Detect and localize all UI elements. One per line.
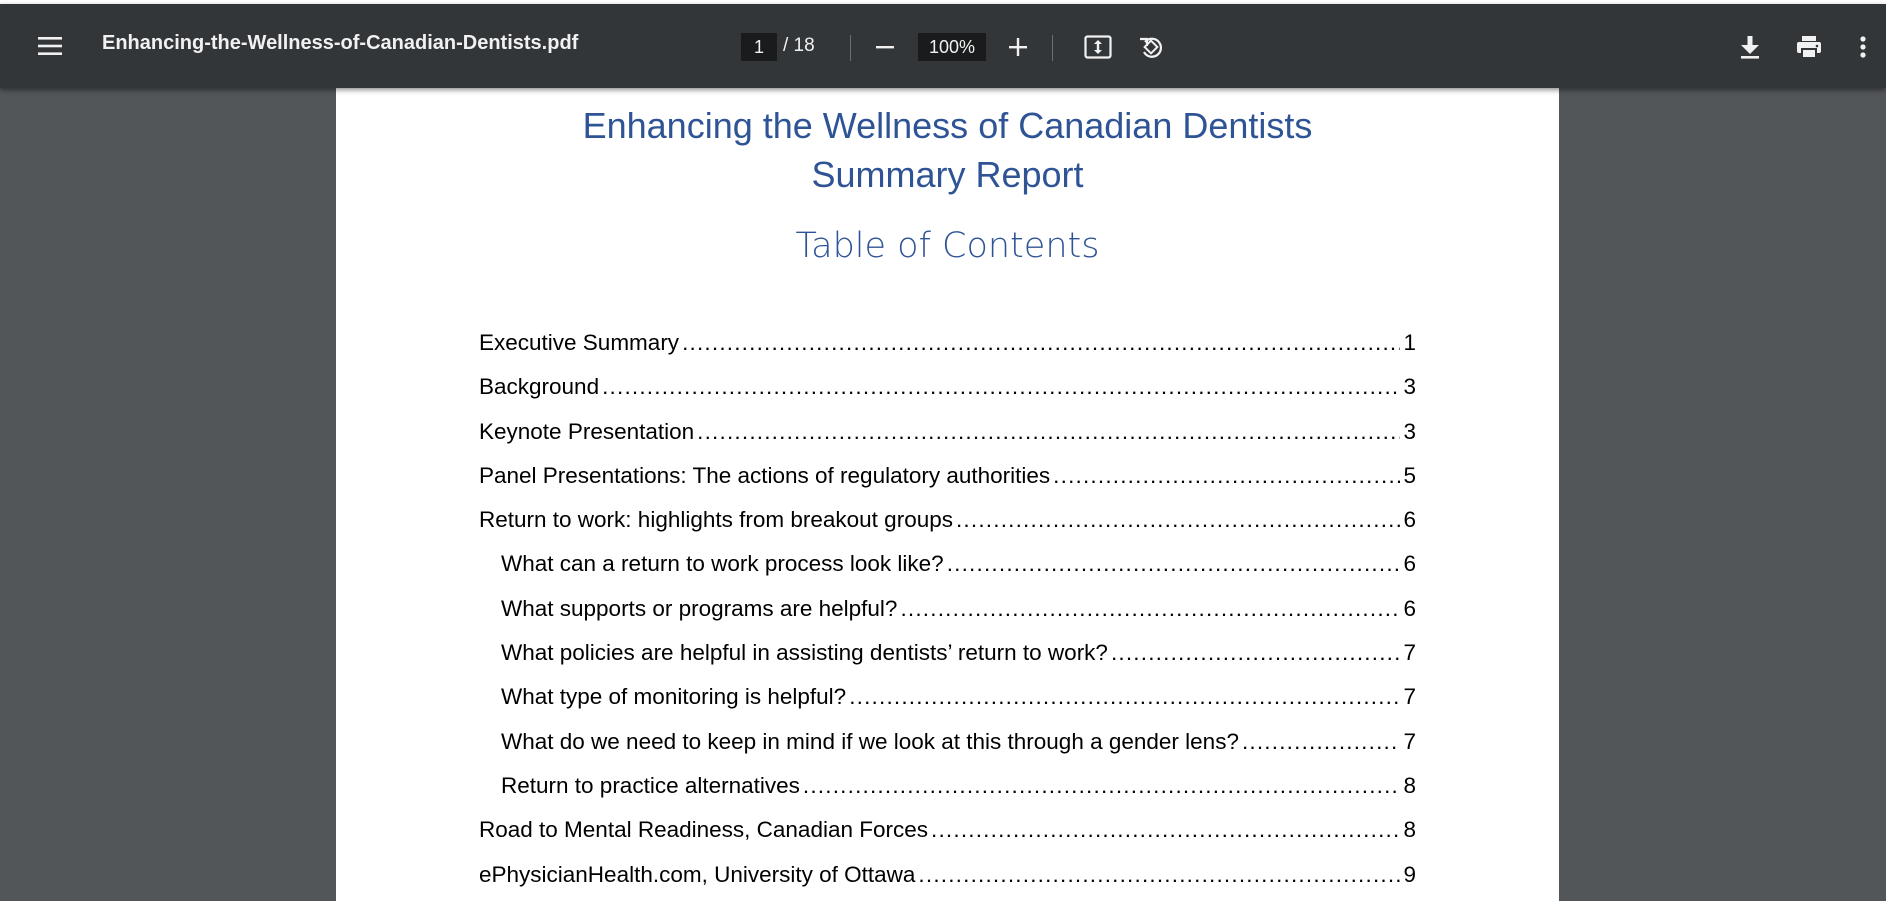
toc-dot-leader bbox=[918, 853, 1400, 897]
toc-entry-page: 8 bbox=[1403, 817, 1416, 843]
toc-subentry[interactable] bbox=[479, 631, 1416, 675]
table-of-contents bbox=[479, 321, 1416, 897]
toc-subentry[interactable] bbox=[479, 587, 1416, 631]
document-heading-line2: Summary Report bbox=[811, 154, 1084, 195]
toc-entry-label: What can a return to work process look like? bbox=[501, 551, 944, 577]
fit-to-page-icon[interactable] bbox=[1078, 27, 1118, 67]
toolbar-divider bbox=[1052, 35, 1053, 61]
toc-entry-page: 7 bbox=[1403, 640, 1416, 666]
toc-entry-page: 9 bbox=[1403, 861, 1416, 887]
toc-entry-label: What do we need to keep in mind if we look at this through a gender lens? bbox=[501, 728, 1239, 754]
toc-entry[interactable] bbox=[479, 454, 1416, 498]
toc-dot-leader bbox=[1111, 631, 1401, 675]
toc-entry-page: 7 bbox=[1403, 728, 1416, 754]
pdf-viewer-area[interactable] bbox=[0, 88, 1886, 901]
toc-subentry[interactable] bbox=[479, 764, 1416, 808]
document-heading-line1: Enhancing the Wellness of Canadian Dentists bbox=[582, 105, 1313, 146]
toc-entry-page: 3 bbox=[1403, 418, 1416, 444]
toc-entry-label: What supports or programs are helpful? bbox=[501, 595, 898, 621]
toc-entry[interactable] bbox=[479, 808, 1416, 852]
toc-dot-leader bbox=[849, 675, 1400, 719]
toc-entry-label: Executive Summary bbox=[479, 330, 680, 355]
toc-dot-leader bbox=[803, 764, 1401, 808]
toc-entry[interactable] bbox=[479, 410, 1416, 454]
toc-entry-page: 7 bbox=[1403, 684, 1416, 710]
page-total: / 18 bbox=[783, 35, 815, 56]
toc-entry-page: 1 bbox=[1403, 330, 1416, 355]
pdf-page bbox=[336, 88, 1559, 901]
toc-entry-page: 3 bbox=[1403, 374, 1416, 400]
minus-icon[interactable] bbox=[865, 27, 905, 67]
toc-dot-leader bbox=[1053, 454, 1400, 498]
toc-dot-leader bbox=[602, 365, 1400, 409]
toc-dot-leader bbox=[697, 410, 1400, 454]
toc-entry[interactable] bbox=[479, 321, 1416, 365]
toc-subentry[interactable] bbox=[479, 542, 1416, 586]
plus-icon[interactable] bbox=[998, 27, 1038, 67]
toc-entry[interactable] bbox=[479, 365, 1416, 409]
pdf-toolbar bbox=[0, 4, 1886, 88]
toc-heading: Table of Contents bbox=[795, 226, 1100, 266]
toc-entry-label: Return to practice alternatives bbox=[501, 772, 800, 798]
document-title: Enhancing-the-Wellness-of-Canadian-Dentists.pdf bbox=[102, 32, 579, 54]
toc-dot-leader bbox=[956, 498, 1401, 542]
toc-dot-leader bbox=[900, 587, 1400, 631]
toc-entry-label: ePhysicianHealth.com, University of Ottawa bbox=[479, 861, 916, 887]
more-vertical-icon[interactable] bbox=[1848, 27, 1878, 67]
toc-entry-label: Return to work: highlights from breakout groups bbox=[479, 507, 953, 533]
toc-entry-label: Road to Mental Readiness, Canadian Forces bbox=[479, 817, 929, 843]
download-icon[interactable] bbox=[1730, 27, 1770, 67]
toc-entry-page: 6 bbox=[1403, 507, 1416, 533]
toc-entry-label: What type of monitoring is helpful? bbox=[501, 684, 847, 710]
toc-dot-leader bbox=[682, 321, 1400, 365]
toc-entry-page: 6 bbox=[1403, 595, 1416, 621]
hamburger-menu-icon[interactable] bbox=[30, 28, 70, 64]
rotate-icon[interactable] bbox=[1131, 27, 1171, 67]
page-number-input[interactable] bbox=[741, 33, 777, 61]
toc-entry-page: 5 bbox=[1403, 462, 1416, 488]
zoom-level-input[interactable] bbox=[918, 33, 986, 61]
toc-dot-leader bbox=[947, 542, 1401, 586]
toc-entry-page: 8 bbox=[1403, 772, 1416, 798]
toc-entry-label: Panel Presentations: The actions of regulatory authorities bbox=[479, 462, 1051, 488]
toc-entry[interactable] bbox=[479, 498, 1416, 542]
toc-entry-page: 6 bbox=[1403, 551, 1416, 577]
toc-subentry[interactable] bbox=[479, 675, 1416, 719]
toc-dot-leader bbox=[931, 808, 1400, 852]
toc-entry-label: What policies are helpful in assisting dentists’ return to work? bbox=[501, 640, 1108, 666]
toolbar-divider bbox=[850, 35, 851, 61]
toc-entry[interactable] bbox=[479, 853, 1416, 897]
print-icon[interactable] bbox=[1789, 27, 1829, 67]
toc-dot-leader bbox=[1242, 720, 1401, 764]
toc-subentry[interactable] bbox=[479, 720, 1416, 764]
toc-entry-label: Background bbox=[479, 374, 600, 400]
toc-entry-label: Keynote Presentation bbox=[479, 418, 695, 444]
